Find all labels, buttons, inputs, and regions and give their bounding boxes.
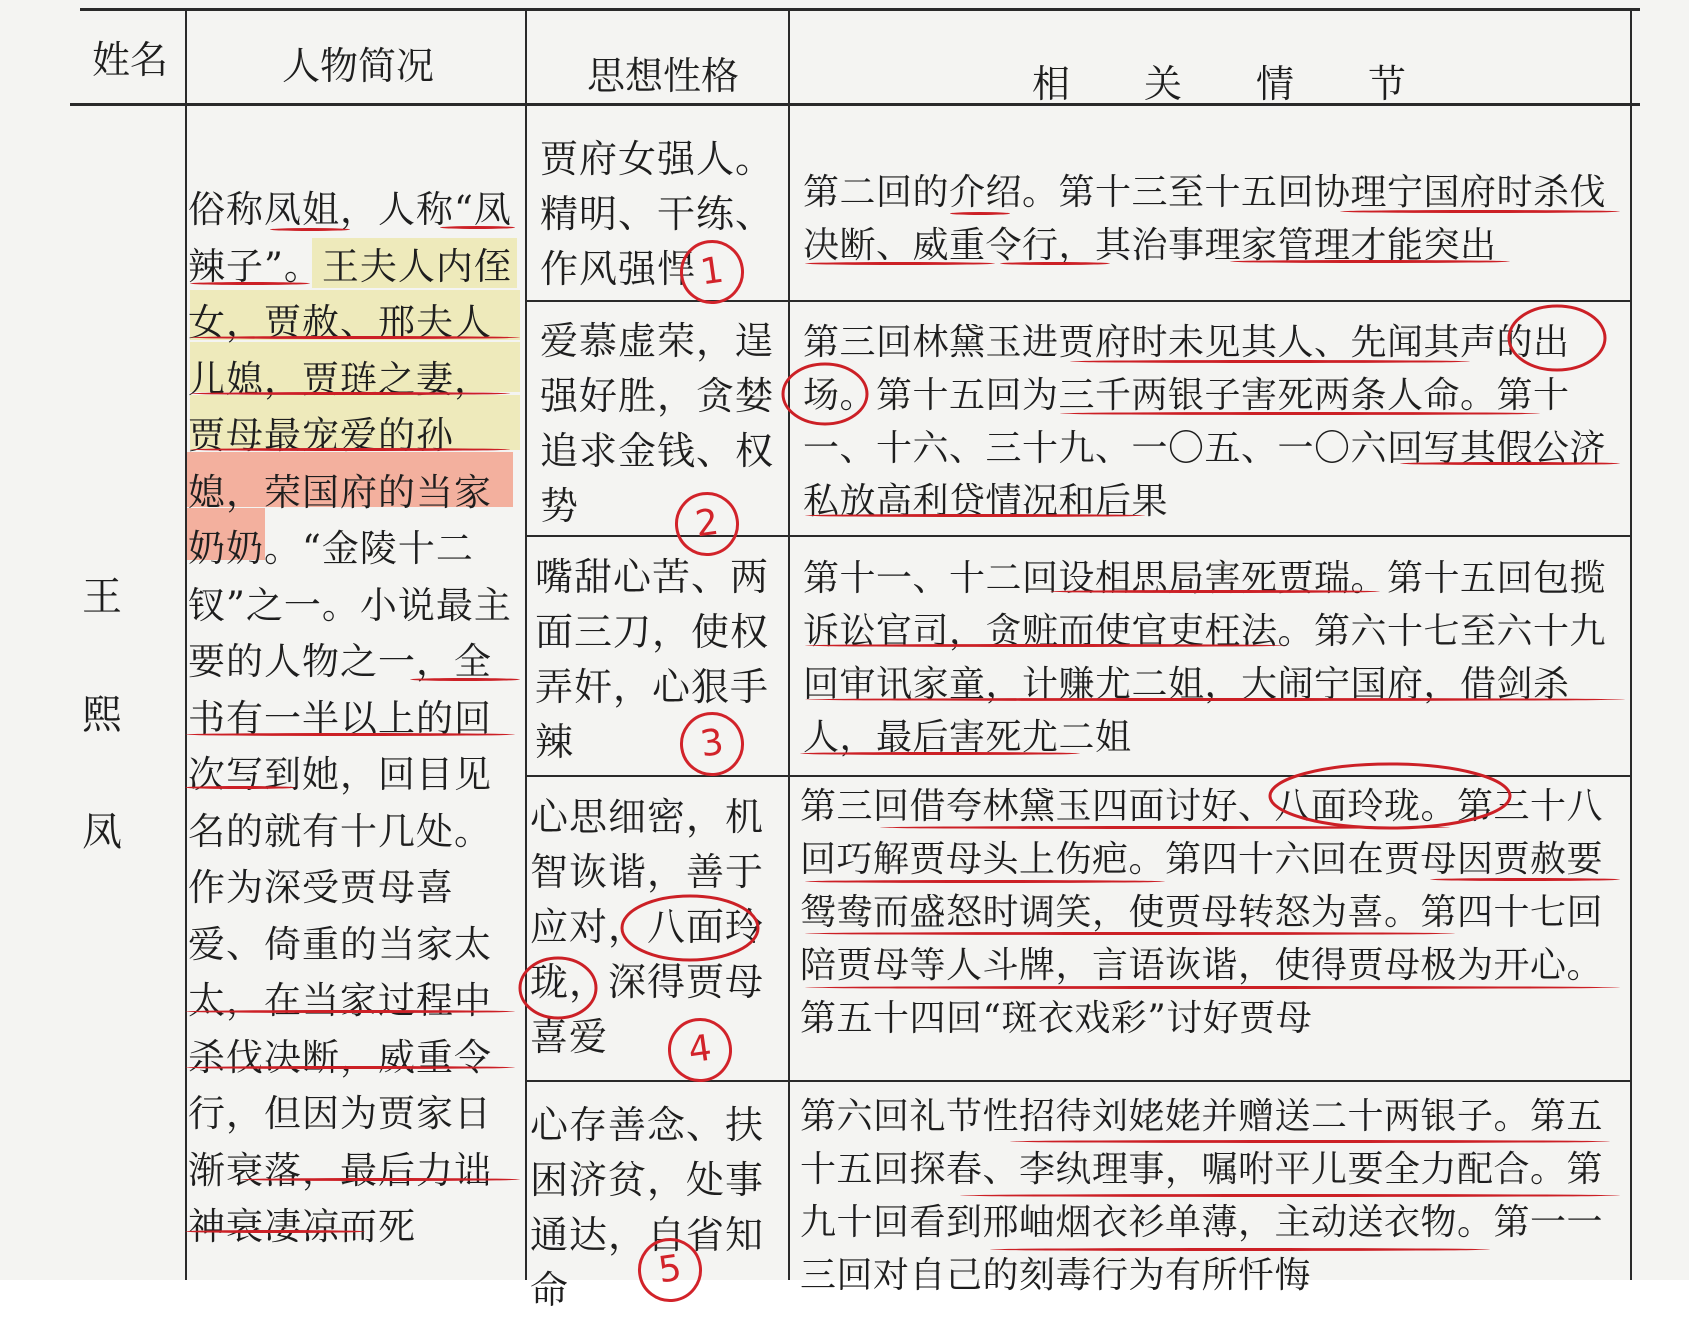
trait-cell: 贾府女强人。精明、干练、作风强悍 [540,137,775,291]
header-name: 姓名 [92,38,169,82]
header-plots: 相 关 情 节 [1032,62,1425,106]
circled-number-mark: 1 [676,236,748,308]
plot-cell: 第三回林黛玉进贾府时未见其人、先闻其声的出场。第十五回为三千两银子害死两条人命。第十一、十六、三十九、一〇五、一〇六回写其假公济私放高利贷情况和后果 [803,322,1607,522]
pen-loop [783,364,867,424]
plot-cell: 第十一、十二回设相思局害死贾瑞。第十五回包揽诉讼官司，贪赃而使官吏枉法。第六十七至六十九回审讯家童，计赚尤二姐，大闹宁国府，借剑杀人，最后害死尤二姐 [803,558,1607,758]
plot-cell: 第六回礼节性招待刘姥姥并赠送二十两银子。第五十五回探春、李纨理事，嘱咐平儿要全力配合。第九十回看到邢岫烟衣衫单薄，主动送衣物。第一一三回对自己的刻毒行为有所忏悔 [800,1096,1604,1296]
pen-loop [1270,764,1510,828]
plot-cell: 第二回的介绍。第十三至十五回协理宁国府时杀伐决断、威重令行，其治事理家管理才能突出 [803,172,1607,266]
character-profile: 俗称凤姐，人称“凤辣子”。王夫人内侄女，贾赦、邢夫人儿媳，贾琏之妻，贾母最宠爱的孙媳，荣国府的当家奶奶。“金陵十二钗”之一。小说最主要的人物之一，全书有一半以上的回次写到她，回目见名的就有十几处。作为深受贾母喜爱、倚重的当家太太，在当家过程中杀伐决断，威重令行，但因为贾家日渐衰落，最后力诎神衰凄凉而死 [188,188,512,1248]
plot-cell: 第三回借夸林黛玉四面讨好、八面玲珑。第三十八回巧解贾母头上伤疤。第四十六回在贾母因贾赦要鸳鸯而盛怒时调笑，使贾母转怒为喜。第四十七回陪贾母等人斗牌，言语诙谐，使得贾母极为开心。第五十四回“斑衣戏彩”讨好贾母 [800,786,1604,1039]
pen-loop [622,896,758,960]
character-name-char: 王 [82,574,122,620]
circled-number-mark: 3 [676,708,748,780]
trait-cell: 爱慕虚荣，逞强好胜，贪婪追求金钱、权势 [540,319,775,528]
pen-loop [520,958,596,1018]
circled-number-mark: 2 [671,488,743,560]
character-name-char: 熙 [82,692,122,738]
pen-loop [1509,306,1605,370]
trait-cell: 嘴甜心苦、两面三刀，使权弄奸，心狠手辣 [535,555,770,764]
header-profile: 人物简况 [282,44,435,88]
trait-cell: 心思细密，机智诙谐，善于应对，八面玲珑，深得贾母喜爱 [530,795,765,1059]
character-name-char: 凤 [82,809,122,855]
circled-number-mark: 5 [634,1234,706,1306]
trait-cell: 心存善念、扶困济贫，处事通达，自省知命 [530,1103,765,1312]
header-traits: 思想性格 [587,54,740,98]
circled-number-mark: 4 [664,1014,736,1086]
